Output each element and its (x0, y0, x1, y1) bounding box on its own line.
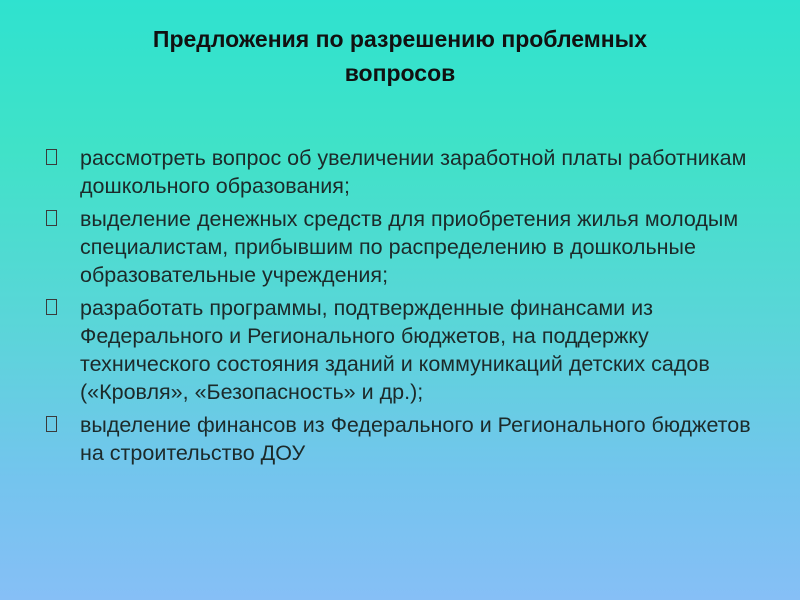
bullet-text: выделение денежных средств для приобретения жилья молодым специалистам, прибывшим по распределению в дошкольные образовательные учреждения; (80, 207, 739, 287)
square-bullet-icon (46, 210, 57, 226)
bullet-item-salary (46, 144, 766, 200)
slide-title-line-2: вопросов (344, 60, 456, 86)
square-bullet-icon (46, 149, 57, 165)
bullet-item-housing (46, 205, 766, 289)
slide-title (40, 22, 760, 90)
bullet-item-construction (46, 411, 766, 467)
bullet-text: разработать программы, подтвержденные финансами из Федерального и Регионального бюджетов, на поддержку технического состояния зданий и коммуникаций детских садов («Кровля», «Безопасность» и др.); (80, 296, 710, 404)
bullet-list (46, 144, 766, 472)
bullet-item-programs (46, 294, 766, 406)
slide-title-line-1: Предложения по разрешению проблемных (152, 26, 648, 52)
square-bullet-icon (46, 416, 57, 432)
square-bullet-icon (46, 299, 57, 315)
bullet-text: выделение финансов из Федерального и Регионального бюджетов на строительство ДОУ (80, 413, 751, 465)
bullet-text: рассмотреть вопрос об увеличении заработной платы работникам дошкольного образования; (80, 146, 747, 198)
